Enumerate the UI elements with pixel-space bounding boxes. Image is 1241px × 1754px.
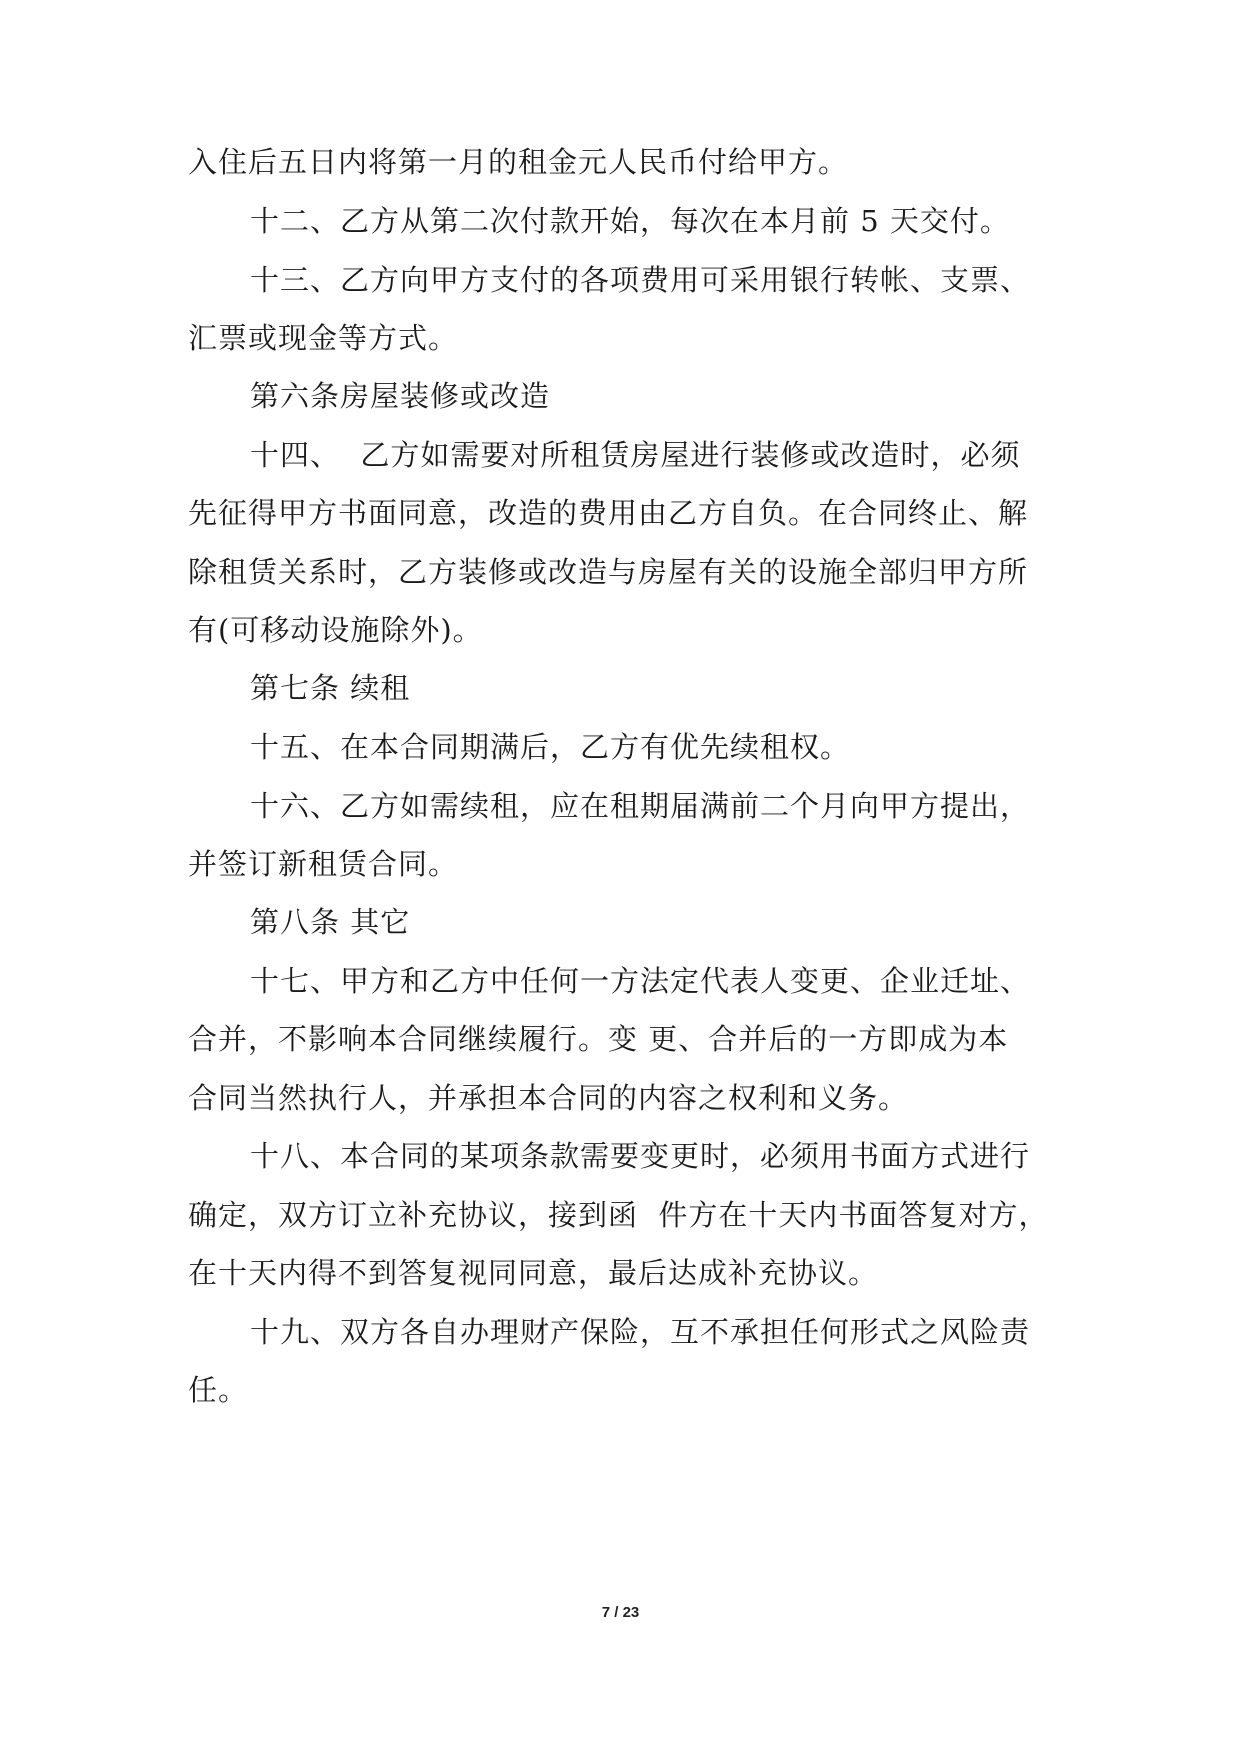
text-line: 先征得甲方书面同意，改造的费用由乙方自负。在合同终止、解: [188, 496, 1029, 530]
text-line: 除租赁关系时，乙方装修或改造与房屋有关的设施全部归甲方所: [188, 555, 1029, 589]
text-line: 十三、乙方向甲方支付的各项费用可采用银行转帐、支票、: [250, 263, 1031, 297]
text-line: 十五、在本合同期满后，乙方有优先续租权。: [250, 730, 851, 764]
text-line: 合并，不影响本合同继续履行。变 更、合并后的一方即成为本: [188, 1022, 1009, 1056]
text-line: 确定，双方订立补充协议，接到函 件方在十天内书面答复对方，: [188, 1198, 1049, 1232]
text-line: 任。: [188, 1373, 249, 1407]
text-line: 有(可移动设施除外)。: [188, 613, 483, 647]
section-heading: 第六条房屋装修或改造: [250, 379, 551, 413]
page-number: 7 / 23: [601, 1604, 640, 1621]
text-line: 十六、乙方如需续租，应在租期届满前二个月向甲方提出，: [250, 789, 1031, 823]
text-line: 十四、 乙方如需要对所租赁房屋进行装修或改造时，必须: [250, 438, 1021, 472]
text-line: 十八、本合同的某项条款需要变更时，必须用书面方式进行: [250, 1139, 1031, 1173]
section-heading: 第七条 续租: [250, 671, 411, 705]
text-line: 十七、甲方和乙方中任何一方法定代表人变更、企业迁址、: [250, 964, 1031, 998]
text-line: 十二、乙方从第二次付款开始，每次在本月前 5 天交付。: [250, 204, 1010, 238]
text-line: 合同当然执行人，并承担本合同的内容之权利和义务。: [188, 1081, 909, 1115]
text-line: 汇票或现金等方式。: [188, 321, 459, 355]
section-heading: 第八条 其它: [250, 905, 411, 939]
text-line: 在十天内得不到答复视同同意，最后达成补充协议。: [188, 1256, 879, 1290]
text-line: 十九、双方各自办理财产保险，互不承担任何形式之风险责: [250, 1315, 1031, 1349]
text-line: 并签订新租赁合同。: [188, 847, 459, 881]
text-line: 入住后五日内将第一月的租金元人民币付给甲方。: [188, 145, 849, 179]
